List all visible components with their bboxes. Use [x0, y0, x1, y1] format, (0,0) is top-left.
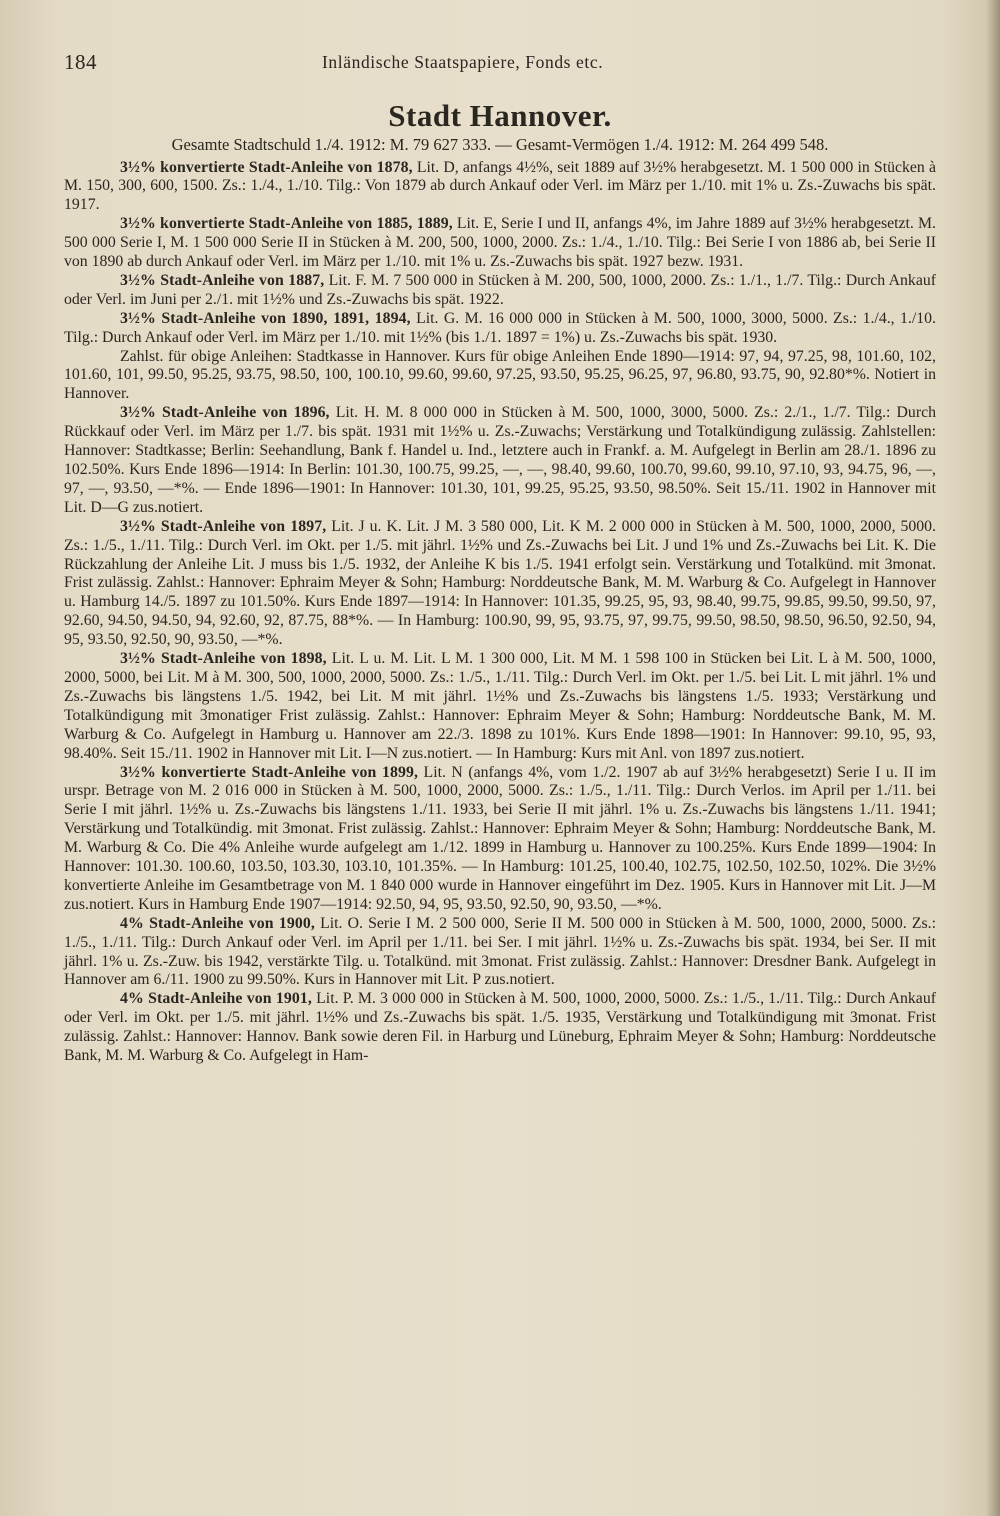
entry-text: Lit. L u. M. Lit. L M. 1 300 000, Lit. M M. 1 598 100 in Stücken bei Lit. L à M. 500, 1000, 2000, 5000, bei Lit. M à M. 300, 500, 1000, 2000, 5000. Zs.: 1./5., 1./11. Tilg.: Durch Verl. im Okt. per 1./5. bei Lit. L mit jährl. 1% und Zs.-Zuwachs bis längstens 1./5. 1942, bei Lit. M mit jährl. 1½% und Zs.-Zuwachs bis längstens 1./5. 1933; Verstärkung und Totalkündigung mit 3monatiger Frist zulässig. Zahlst.: Hannover: Ephraim Meyer & Sohn; Hamburg: Norddeutsche Bank, M. M. Warburg & Co. Aufgelegt in Hamburg u. Hannover am 22./3. 1898 zu 101%. Kurs Ende 1898—1901: In Hannover: 99.10, 95, 93, 98.40%. Seit 15./11. 1902 in Hannover mit Lit. I—N zus.notiert. — In Hamburg: Kurs mit Anl. von 1897 zus.notiert.	[64, 650, 936, 762]
entry-text: Lit. N (anfangs 4%, vom 1./2. 1907 ab auf 3½% herabgesetzt) Serie I u. II im urspr. Betrage von M. 2 016 000 in Stücken à M. 500, 1000, 2000, 5000. Zs.: 1./5., 1./11. Tilg.: Durch Verlos. im April per 1./11. bei Serie I mit jährl. 1½% u. Zs.-Zuwachs bis längstens 1./11. 1933, bei Serie II mit jährl. 1% u. Zs.-Zuwachs bis längstens 1./11. 1941; Verstärkung und Totalkündig. mit 3monat. Frist zulässig. Zahlst.: Hannover: Ephraim Meyer & Sohn; Hamburg: Norddeutsche Bank, M. M. Warburg & Co. Die 4% Anleihe wurde aufgelegt am 1./12. 1899 in Hamburg u. Hannover zu 100.25%. Kurs Ende 1899—1904: In Hannover: 101.30. 100.60, 103.50, 103.30, 103.10, 101.35%. — In Hamburg: 101.25, 100.40, 102.75, 102.50, 102.50, 102%. Die 3½% konvertierte Anleihe im Gesamtbetrage von M. 1 840 000 wurde in Hannover eingeführt im Dez. 1905. Kurs in Hannover mit Lit. J—M zus.notiert. Kurs in Hamburg Ende 1907—1914: 92.50, 94, 95, 93.50, 92.50, 90, 93.50, —*%.	[64, 763, 936, 913]
page-spine-shadow	[986, 0, 1000, 1516]
entry-heading: 3½% Stadt-Anleihe von 1890, 1891, 1894,	[120, 309, 411, 327]
entry-1901	[64, 990, 936, 1066]
running-title: Inländische Staatspapiere, Fonds etc.	[322, 52, 604, 72]
entry-text: Lit. H. M. 8 000 000 in Stücken à M. 500, 1000, 3000, 5000. Zs.: 2./1., 1./7. Tilg.: Durch Rückkauf oder Verl. im März per 1./7. bis spät. 1931 mit 1½% u. Zs.-Zuwachs; Verstärkung und Totalkündigung zulässig. Zahlstellen: Hannover: Stadtkasse; Berlin: Seehandlung, Bank f. Handel u. Ind., letztere auch in Frankf. a. M. Aufgelegt in Berlin am 28./1. 1896 zu 102.50%. Kurs Ende 1896—1914: In Berlin: 101.30, 100.75, 99.25, —, —, 98.40, 99.60, 100.70, 99.60, 99.10, 97.10, 93, 94.75, 96, —, 97, —, 93.50, —*%. — Ende 1896—1901: In Hannover: 101.30, 101, 99.25, 95.25, 93.50, 98.50%. Seit 15./11. 1902 in Hannover mit Lit. D—G zus.notiert.	[64, 404, 936, 516]
entry-heading: 3½% Stadt-Anleihe von 1887,	[120, 271, 325, 289]
entry-1890-1894	[64, 310, 936, 348]
entry-heading: 3½% konvertierte Stadt-Anleihe von 1878,	[120, 158, 413, 176]
entry-1878	[64, 159, 936, 216]
running-head	[64, 50, 934, 76]
entry-text: Lit. D, anfangs 4½%, seit 1889 auf 3½% herabgesetzt. M. 1 500 000 in Stücken à M. 150, 300, 600, 1500. Zs.: 1./4., 1./10. Tilg.: Von 1879 ab durch Ankauf oder Verl. im März per 1./10. mit 1% u. Zs.-Zuwachs bis spät. 1917.	[64, 158, 936, 214]
entry-1899	[64, 764, 936, 915]
entry-heading: 4% Stadt-Anleihe von 1900,	[120, 914, 315, 932]
entry-1900	[64, 915, 936, 991]
page-number: 184	[64, 50, 97, 74]
entry-text: Lit. O. Serie I M. 2 500 000, Serie II M. 500 000 in Stücken à M. 500, 1000, 2000, 5000. Zs.: 1./5., 1./11. Tilg.: Durch Ankauf oder Verl. im April per 1./11. bei Ser. I mit jährl. 1½% u. Zs.-Zuwachs bis spät. 1934, bei Ser. II mit jährl. 1% u. Zs.-Zuw. bis 1942, verstärkte Tilg. u. Totalkünd. mit 3monat. Frist zulässig. Zahlst.: Hannover: Dresdner Bank. Aufgelegt in Hannover am 6./11. 1900 zu 99.50%. Kurs in Hannover mit Lit. P zus.notiert.	[64, 914, 936, 989]
entry-heading: 3½% Stadt-Anleihe von 1898,	[120, 650, 327, 668]
entry-text: Lit. E, Serie I und II, anfangs 4%, im Jahre 1889 auf 3½% herabgesetzt. M. 500 000 Serie I, M. 1 500 000 Serie II in Stücken à M. 200, 500, 1000, 2000. Zs.: 1./4., 1./10. Tilg.: Bei Serie I von 1886 ab, bei Serie II von 1890 ab durch Ankauf oder Verl. im März per 1./10. mit 1% u. Zs.-Zuwachs bis spät. 1927 bezw. 1931.	[64, 215, 936, 271]
entry-text: Lit. G. M. 16 000 000 in Stücken à M. 500, 1000, 3000, 5000. Zs.: 1./4., 1./10. Tilg.: Durch Ankauf oder Verl. im März per 1./10. mit 1½% (bis 1./1. 1897 = 1%) u. Zs.-Zuwachs bis spät. 1930.	[64, 309, 936, 346]
entry-heading: 3½% konvertierte Stadt-Anleihe von 1899,	[120, 763, 419, 781]
entry-text: Zahlst. für obige Anleihen: Stadtkasse in Hannover. Kurs für obige Anleihen Ende 1890—1914: 97, 94, 97.25, 98, 101.60, 102, 101.60, 101, 99.50, 95.25, 93.75, 98.50, 100, 100.10, 99.60, 99.60, 97.25, 93.50, 95.25, 96.25, 97, 96.80, 93.75, 90, 92.80*%. Notiert in Hannover.	[64, 347, 936, 403]
paying-agents-note	[64, 348, 936, 405]
entry-1897	[64, 518, 936, 650]
entry-heading: 4% Stadt-Anleihe von 1901,	[120, 990, 312, 1008]
entry-text: Lit. P. M. 3 000 000 in Stücken à M. 500, 1000, 2000, 5000. Zs.: 1./5., 1./11. Tilg.: Durch Ankauf oder Verl. im Okt. per 1./5. mit jährl. 1½% und Zs.-Zuwachs bis spät. 1./5. 1935, Verstärkung und Totalkündigung mit 3monat. Frist zulässig. Zahlst.: Hannover: Hannov. Bank sowie deren Fil. in Harburg und Lüneburg, Ephraim Meyer & Sohn; Hamburg: Norddeutsche Bank, M. M. Warburg & Co. Aufgelegt in Ham-	[64, 990, 936, 1065]
entry-heading: 3½% Stadt-Anleihe von 1897,	[120, 517, 327, 535]
entry-1896	[64, 404, 936, 517]
debt-summary: Gesamte Stadtschuld 1./4. 1912: M. 79 627 333. — Gesamt-Vermögen 1./4. 1912: M. 264 499 548.	[171, 135, 829, 154]
entry-1885-1889	[64, 215, 936, 272]
entry-heading: 3½% konvertierte Stadt-Anleihe von 1885, 1889,	[120, 215, 453, 233]
page-content	[64, 98, 936, 1066]
entry-heading: 3½% Stadt-Anleihe von 1896,	[120, 404, 330, 422]
entry-1898	[64, 650, 936, 763]
section-title: Stadt Hannover.	[388, 98, 612, 133]
entry-text: Lit. J u. K. Lit. J M. 3 580 000, Lit. K M. 2 000 000 in Stücken à M. 500, 1000, 2000, 5000. Zs.: 1./5., 1./11. Tilg.: Durch Verl. im Okt. per 1./5. mit jährl. 1½% und Zs.-Zuwachs bei Lit. J und 1% und Zs.-Zuwachs bei Lit. K. Die Rückzahlung der Anleihe Lit. J muss bis 1./5. 1932, der Anleihe K bis 1./5. 1941 erfolgt sein. Verstärkung und Totalkünd. mit 3monat. Frist zulässig. Zahlst.: Hannover: Ephraim Meyer & Sohn; Hamburg: Norddeutsche Bank, M. M. Warburg & Co. Aufgelegt in Hannover u. Hamburg 14./5. 1897 zu 101.50%. Kurs Ende 1897—1914: In Hannover: 101.35, 99.25, 95, 93, 98.40, 99.75, 99.85, 99.50, 99.50, 97, 92.60, 94.50, 94.50, 94, 92.60, 92, 87.75, 88*%. — In Hamburg: 100.90, 99, 95, 93.75, 97, 99.75, 99.50, 98.50, 98.50, 96.50, 92.50, 94, 95, 93.50, 92.50, 90, 93.50, —*%.	[64, 517, 937, 649]
entry-1887	[64, 272, 936, 310]
entry-text: Lit. F. M. 7 500 000 in Stücken à M. 200, 500, 1000, 2000. Zs.: 1./1., 1./7. Tilg.: Durch Ankauf oder Verl. im Juni per 2./1. mit 1½% und Zs.-Zuwachs bis spät. 1922.	[64, 271, 936, 308]
